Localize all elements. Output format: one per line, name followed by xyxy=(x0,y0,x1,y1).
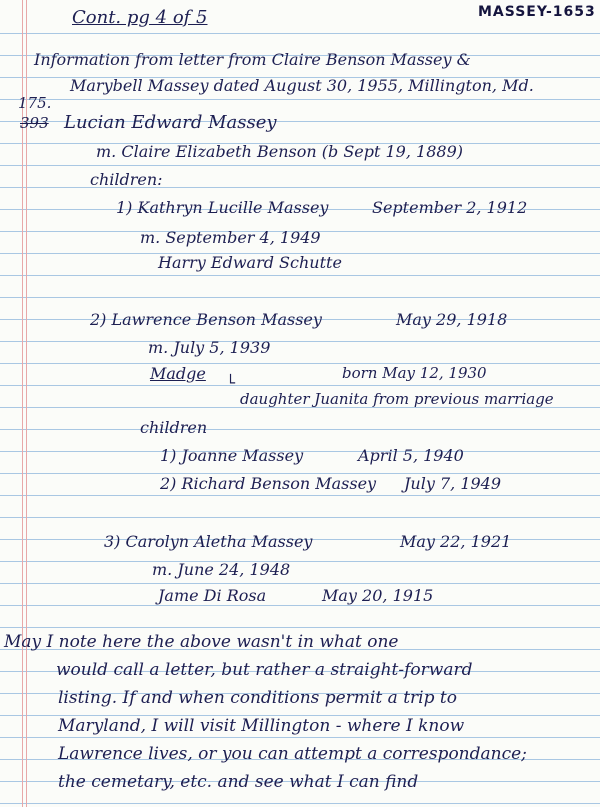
child-2-name: 2) Lawrence Benson Massey xyxy=(90,310,322,329)
child-2-married: m. July 5, 1939 xyxy=(148,338,271,357)
grandchildren-label: children xyxy=(140,418,208,437)
child-3-spouse-birth: May 20, 1915 xyxy=(322,586,434,605)
entry-spouse: m. Claire Elizabeth Benson (b Sept 19, 1889) xyxy=(96,142,463,161)
child-1-married: m. September 4, 1949 xyxy=(140,228,321,247)
page-continuation-note: Cont. pg 4 of 5 xyxy=(72,7,208,28)
closing-note-line-6: the cemetary, etc. and see what I can find xyxy=(58,772,419,792)
grandchild-1-birth: April 5, 1940 xyxy=(358,446,464,465)
closing-note-line-1: May I note here the above wasn't in what one xyxy=(4,632,399,652)
children-label: children: xyxy=(90,170,163,189)
child-1-spouse: Harry Edward Schutte xyxy=(158,253,342,272)
child-3-spouse: Jame Di Rosa xyxy=(158,586,267,605)
child-2-note: daughter Juanita from previous marriage xyxy=(240,390,554,408)
note-connector-icon: └ xyxy=(226,374,236,392)
child-2-spouse-birth: born May 12, 1930 xyxy=(342,364,487,382)
closing-note-line-3: listing. If and when conditions permit a trip to xyxy=(58,688,457,708)
child-2-birth: May 29, 1918 xyxy=(396,310,508,329)
grandchild-2-birth: July 7, 1949 xyxy=(404,474,502,493)
child-1-name: 1) Kathryn Lucille Massey xyxy=(116,198,329,217)
entry-number-old: 393 xyxy=(20,114,49,132)
grandchild-2-name: 2) Richard Benson Massey xyxy=(160,474,377,493)
child-3-birth: May 22, 1921 xyxy=(400,532,512,551)
child-3-married: m. June 24, 1948 xyxy=(152,560,291,579)
child-3-name: 3) Carolyn Aletha Massey xyxy=(104,532,313,551)
entry-name: Lucian Edward Massey xyxy=(64,112,277,133)
closing-note-line-2: would call a letter, but rather a straight-forward xyxy=(56,660,473,680)
child-1-birth: September 2, 1912 xyxy=(372,198,528,217)
closing-note-line-4: Maryland, I will visit Millington - where I know xyxy=(58,716,465,736)
child-2-spouse: Madge xyxy=(150,364,206,383)
file-stamp: MASSEY-1653 xyxy=(478,4,596,20)
intro-line-2: Marybell Massey dated August 30, 1955, Millington, Md. xyxy=(70,76,534,95)
entry-number-new: 175. xyxy=(18,94,52,112)
intro-line-1: Information from letter from Claire Benson Massey & xyxy=(34,50,471,69)
grandchild-1-name: 1) Joanne Massey xyxy=(160,446,304,465)
closing-note-line-5: Lawrence lives, or you can attempt a correspondance; xyxy=(58,744,527,764)
